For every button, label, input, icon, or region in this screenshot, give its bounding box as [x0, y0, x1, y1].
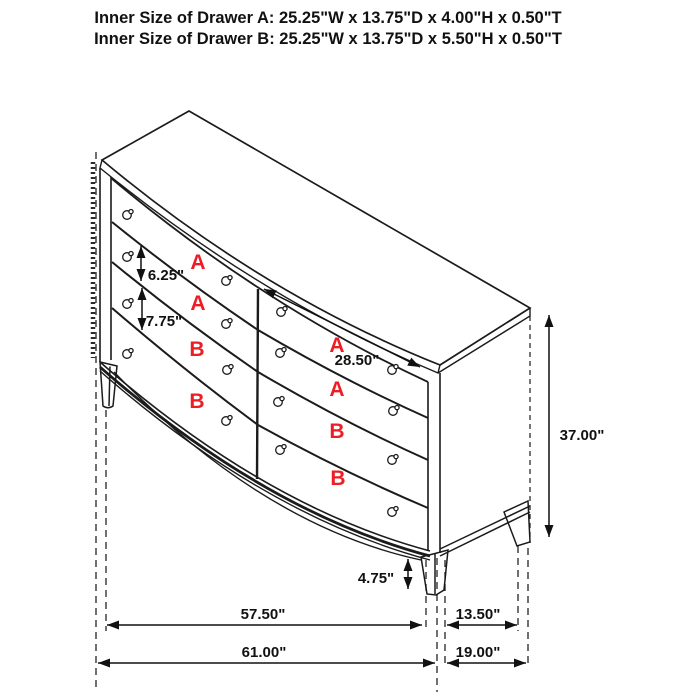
left-separator-3: [112, 308, 258, 425]
right-drawer-2-label: A: [329, 378, 345, 401]
overall-height-label: 37.00": [559, 427, 605, 444]
front-width-label: 57.50": [240, 606, 286, 623]
drawer-separators: [112, 222, 428, 508]
knob: [123, 349, 133, 359]
front-right-leg: [421, 550, 448, 595]
knob: [277, 307, 287, 317]
knob: [388, 507, 398, 517]
knob: [222, 319, 232, 329]
knob: [276, 348, 286, 358]
left-drawer-3-label: B: [189, 338, 205, 361]
base-molding-top: [100, 362, 430, 551]
knob: [223, 365, 233, 375]
knob: [123, 299, 133, 309]
knob: [276, 445, 286, 455]
dimension-labels: [146, 267, 604, 661]
left-stile: [100, 168, 111, 362]
left-separator-1: [112, 222, 258, 330]
side-depth-label: 13.50": [455, 606, 501, 623]
front-apron-bottom: [114, 372, 421, 560]
side-bottom-rail: [440, 506, 530, 556]
overall-width-label: 61.00": [241, 644, 287, 661]
drawer-b-inner-size-text: Inner Size of Drawer B: 25.25"W x 13.75"D x 5.50"H x 0.50"T: [94, 30, 562, 48]
drawer-b-height-label: 7.75": [145, 313, 183, 330]
knob: [274, 397, 284, 407]
overall-depth-label: 19.00": [455, 644, 501, 661]
knob: [389, 406, 399, 416]
left-drawer-2-label: A: [190, 292, 206, 315]
dimension-arrows: [98, 246, 549, 663]
right-bank-width-label: 28.50": [334, 352, 380, 369]
right-drawer-1-label: A: [329, 334, 345, 357]
base-molding-bottom: [100, 371, 430, 560]
base-and-legs: [100, 362, 530, 595]
left-drawer-4-label: B: [189, 390, 205, 413]
knob: [123, 210, 133, 220]
right-drawer-4-label: B: [330, 467, 346, 490]
drawer-a-height-label: 6.25": [147, 267, 185, 284]
left-drawer-1-label: A: [190, 251, 206, 274]
leg-height-label: 4.75": [357, 570, 395, 587]
drawer-a-inner-size-text: Inner Size of Drawer A: 25.25"W x 13.75"D x 4.00"H x 0.50"T: [94, 9, 562, 27]
knob: [388, 365, 398, 375]
knob: [222, 416, 232, 426]
right-stile: [428, 373, 440, 553]
knob: [222, 276, 232, 286]
right-drawer-3-label: B: [329, 420, 345, 443]
knob: [123, 252, 133, 262]
knob: [388, 455, 398, 465]
dresser-body: [93, 111, 530, 553]
center-divider: [257, 289, 258, 479]
